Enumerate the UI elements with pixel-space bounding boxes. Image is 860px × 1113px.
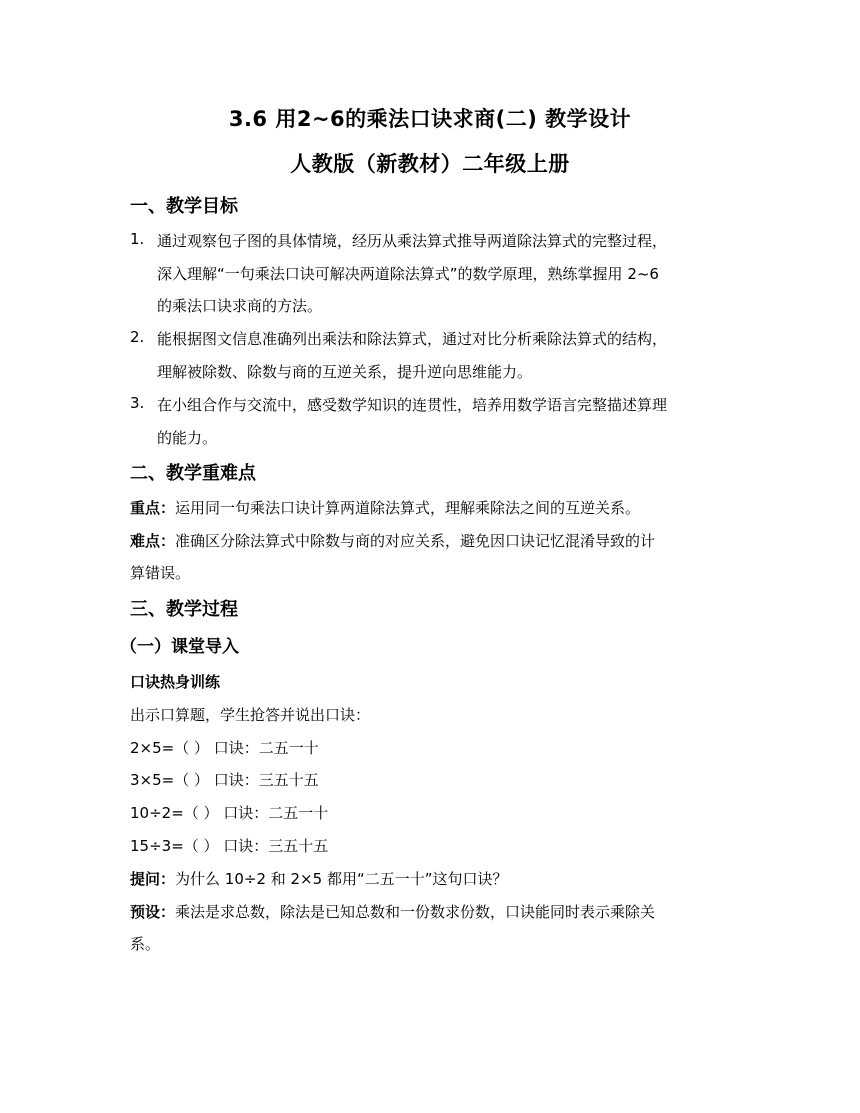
exercise-line: 3×5=（ ） 口诀：三五十五: [130, 771, 319, 789]
difficulty-text: 准确区分除法算式中除数与商的对应关系，避免因口诀记忆混淆导致的计: [175, 532, 656, 550]
objective-line: 通过观察包子图的具体情境，经历从乘法算式推导两道除法算式的完整过程，: [157, 232, 668, 250]
difficulty-line: [130, 530, 655, 551]
document-title: 3.6 用2~6的乘法口诀求商(二) 教学设计: [228, 107, 632, 131]
objective-number: 2.: [130, 328, 145, 346]
objective-line: 能根据图文信息准确列出乘法和除法算式，通过对比分析乘除法算式的结构，: [157, 330, 668, 348]
objective-line: 的能力。: [157, 429, 218, 447]
exercise-line: 2×5=（ ） 口诀：二五一十: [130, 739, 319, 757]
objective-number: 3.: [130, 394, 145, 412]
objective-line: 深入理解“一句乘法口诀可解决两道除法算式”的数学原理，熟练掌握用 2~6: [157, 265, 659, 283]
section-heading-key-points: 二、教学重难点: [130, 463, 256, 484]
question-line: [130, 868, 508, 889]
difficulty-label: 难点：: [130, 532, 176, 550]
subsection-heading-intro: （一）课堂导入: [120, 637, 239, 657]
question-label: 提问：: [130, 870, 176, 888]
exercise-line: 10÷2=（ ） 口诀：二五一十: [130, 804, 329, 822]
difficulty-line-cont: 算错误。: [130, 564, 191, 582]
objective-line: 理解被除数、除数与商的互逆关系，提升逆向思维能力。: [157, 363, 533, 381]
preset-line: [130, 901, 655, 922]
objective-number: 1.: [130, 230, 145, 248]
warmup-intro: 出示口算题，学生抢答并说出口诀：: [130, 706, 371, 724]
exercise-line: 15÷3=（ ） 口诀：三五十五: [130, 837, 329, 855]
key-point-label: 重点：: [130, 499, 176, 517]
objective-line: 在小组合作与交流中，感受数学知识的连贯性，培养用数学语言完整描述算理: [157, 396, 668, 414]
warmup-title: 口诀热身训练: [130, 673, 221, 691]
preset-label: 预设：: [130, 903, 176, 921]
document-subtitle: 人教版（新教材）二年级上册: [290, 152, 570, 176]
preset-text: 乘法是求总数，除法是已知总数和一份数求份数，口诀能同时表示乘除关: [175, 903, 656, 921]
section-heading-objectives: 一、教学目标: [130, 196, 238, 217]
question-text: 为什么 10÷2 和 2×5 都用“二五一十”这句口诀？: [175, 870, 508, 888]
key-point-text: 运用同一句乘法口诀计算两道除法算式，理解乘除法之间的互逆关系。: [175, 499, 641, 517]
preset-line-cont: 系。: [130, 935, 161, 953]
key-point-line: [130, 497, 640, 518]
objective-line: 的乘法口诀求商的方法。: [157, 297, 323, 315]
section-heading-process: 三、教学过程: [130, 599, 238, 620]
